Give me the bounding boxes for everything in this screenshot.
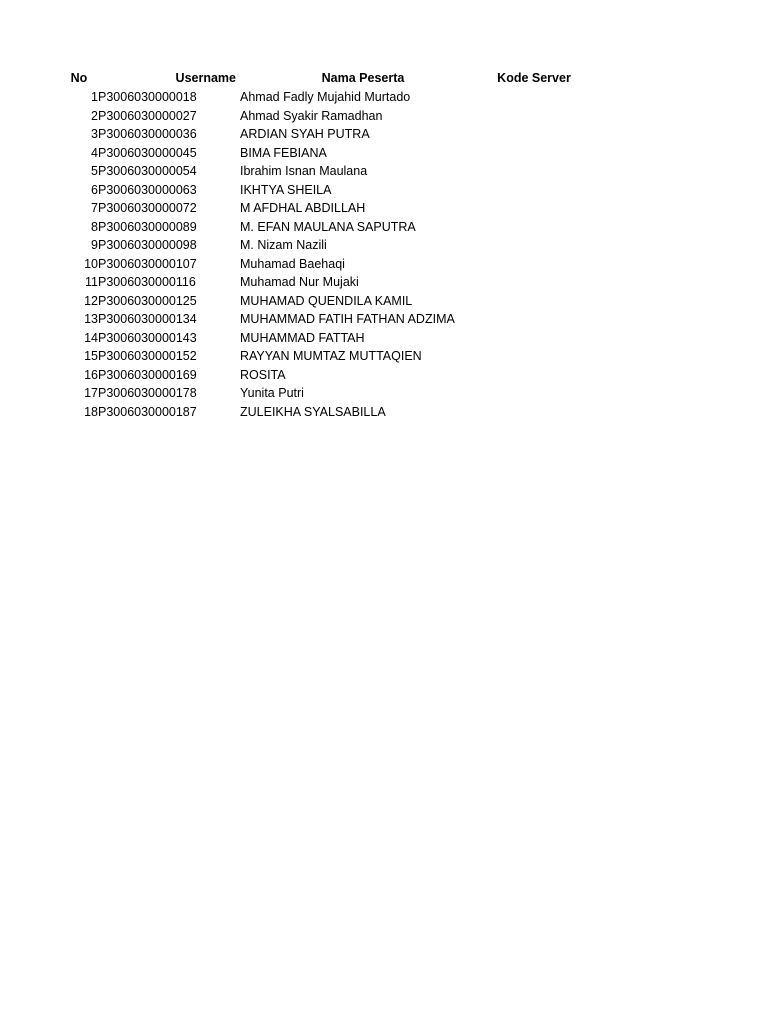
cell-nama-peserta: M. EFAN MAULANA SAPUTRA bbox=[240, 219, 416, 234]
cell-nama-peserta: Muhamad Nur Mujaki bbox=[240, 275, 359, 290]
cell-nama-peserta: MUHAMMAD FATTAH bbox=[240, 330, 365, 345]
cell-username: P3006030000036 bbox=[98, 127, 197, 142]
table-row bbox=[60, 199, 580, 218]
table-body bbox=[60, 88, 580, 421]
table-row bbox=[60, 347, 580, 366]
cell-username: P3006030000116 bbox=[98, 275, 196, 290]
cell-nama-peserta: MUHAMAD QUENDILA KAMIL bbox=[240, 293, 413, 308]
cell-nama-peserta: ARDIAN SYAH PUTRA bbox=[240, 127, 370, 142]
cell-nama-peserta: ROSITA bbox=[240, 367, 286, 382]
cell-username: P3006030000187 bbox=[98, 404, 197, 419]
table-row bbox=[60, 329, 580, 348]
cell-username: P3006030000098 bbox=[98, 238, 197, 253]
cell-username: P3006030000089 bbox=[98, 219, 197, 234]
table-row bbox=[60, 255, 580, 274]
cell-no: 18 bbox=[84, 404, 98, 419]
cell-username: P3006030000045 bbox=[98, 145, 197, 160]
table-row bbox=[60, 366, 580, 385]
cell-no: 10 bbox=[84, 256, 98, 271]
cell-no: 12 bbox=[84, 293, 98, 308]
cell-no: 2 bbox=[91, 108, 98, 123]
header-username: Username bbox=[175, 71, 236, 85]
cell-no: 11 bbox=[85, 275, 98, 290]
table-row bbox=[60, 384, 580, 403]
cell-no: 8 bbox=[91, 219, 98, 234]
header-kode-server: Kode Server bbox=[497, 71, 571, 85]
cell-nama-peserta: M AFDHAL ABDILLAH bbox=[240, 201, 366, 216]
cell-no: 6 bbox=[91, 182, 98, 197]
cell-username: P3006030000107 bbox=[98, 256, 197, 271]
table-row bbox=[60, 181, 580, 200]
cell-no: 5 bbox=[91, 164, 98, 179]
cell-nama-peserta: IKHTYA SHEILA bbox=[240, 182, 332, 197]
cell-username: P3006030000125 bbox=[98, 293, 197, 308]
cell-username: P3006030000072 bbox=[98, 201, 197, 216]
table-header-row bbox=[60, 68, 580, 88]
table-row bbox=[60, 292, 580, 311]
cell-nama-peserta: ZULEIKHA SYALSABILLA bbox=[240, 404, 386, 419]
cell-nama-peserta: RAYYAN MUMTAZ MUTTAQIEN bbox=[240, 349, 422, 364]
cell-username: P3006030000178 bbox=[98, 386, 197, 401]
table-row bbox=[60, 107, 580, 126]
header-nama-peserta: Nama Peserta bbox=[321, 71, 405, 85]
cell-username: P3006030000027 bbox=[98, 108, 197, 123]
cell-no: 4 bbox=[91, 145, 98, 160]
cell-username: P3006030000143 bbox=[98, 330, 197, 345]
cell-nama-peserta: BIMA FEBIANA bbox=[240, 145, 327, 160]
cell-nama-peserta: Ibrahim Isnan Maulana bbox=[240, 164, 368, 179]
cell-nama-peserta: M. Nizam Nazili bbox=[240, 238, 327, 253]
header-no: No bbox=[70, 71, 88, 85]
cell-username: P3006030000134 bbox=[98, 312, 197, 327]
cell-no: 16 bbox=[84, 367, 98, 382]
cell-nama-peserta: Ahmad Syakir Ramadhan bbox=[240, 108, 383, 123]
table-row bbox=[60, 273, 580, 292]
cell-no: 9 bbox=[91, 238, 98, 253]
cell-no: 1 bbox=[91, 90, 98, 105]
cell-nama-peserta: MUHAMMAD FATIH FATHAN ADZIMA bbox=[240, 312, 455, 327]
table-row bbox=[60, 125, 580, 144]
cell-no: 15 bbox=[84, 349, 98, 364]
cell-no: 13 bbox=[84, 312, 98, 327]
cell-nama-peserta: Ahmad Fadly Mujahid Murtado bbox=[240, 90, 411, 105]
table-row bbox=[60, 403, 580, 422]
table-row bbox=[60, 236, 580, 255]
table-row bbox=[60, 162, 580, 181]
participant-table bbox=[60, 68, 580, 421]
cell-username: P3006030000054 bbox=[98, 164, 197, 179]
cell-nama-peserta: Muhamad Baehaqi bbox=[240, 256, 345, 271]
table-row bbox=[60, 88, 580, 107]
table-row bbox=[60, 310, 580, 329]
cell-no: 14 bbox=[84, 330, 98, 345]
cell-username: P3006030000018 bbox=[98, 90, 197, 105]
cell-no: 17 bbox=[84, 386, 98, 401]
cell-username: P3006030000063 bbox=[98, 182, 197, 197]
cell-no: 7 bbox=[91, 201, 98, 216]
table-row bbox=[60, 218, 580, 237]
cell-no: 3 bbox=[91, 127, 98, 142]
cell-username: P3006030000152 bbox=[98, 349, 197, 364]
cell-username: P3006030000169 bbox=[98, 367, 197, 382]
table-row bbox=[60, 144, 580, 163]
cell-nama-peserta: Yunita Putri bbox=[240, 386, 304, 401]
